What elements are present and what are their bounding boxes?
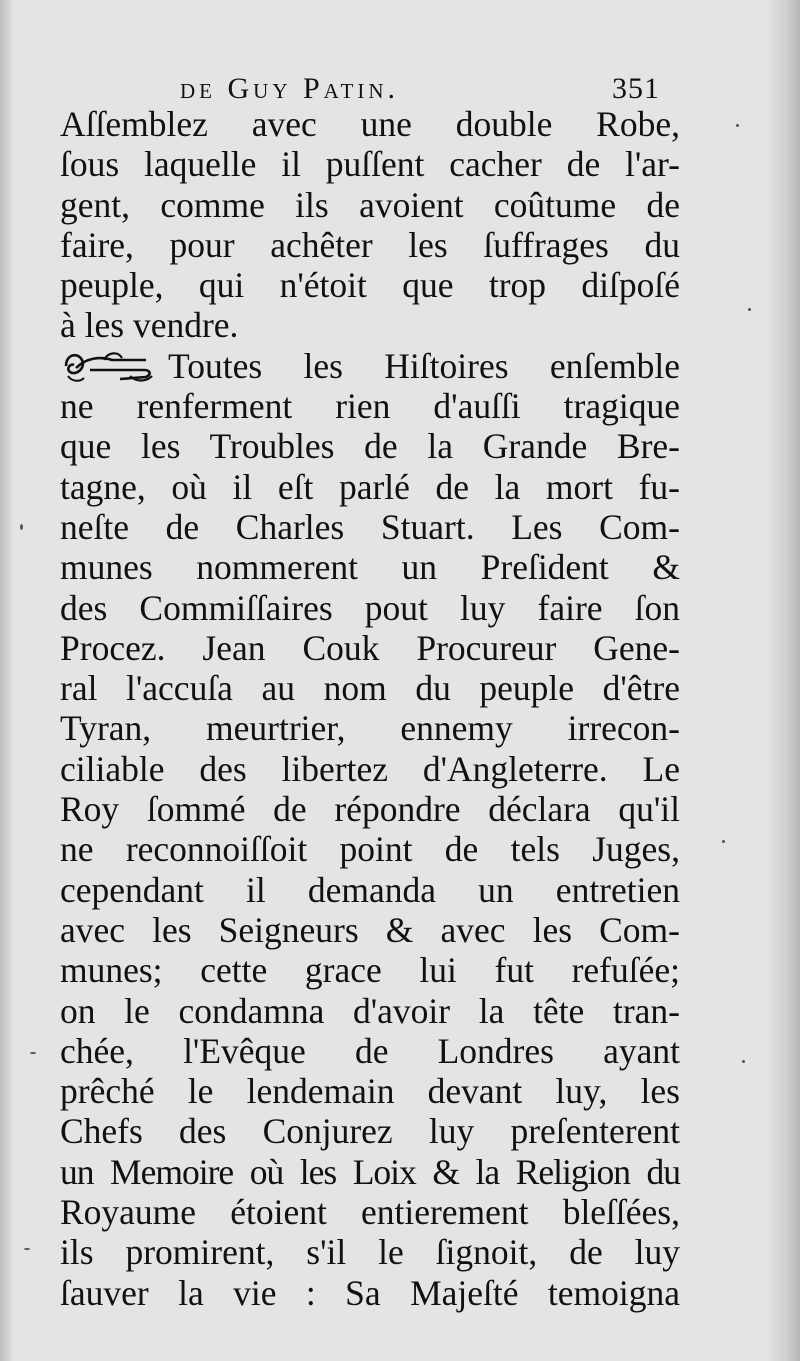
running-title: de Guy Patin. — [180, 72, 399, 105]
paragraph-opening-text: Toutes les Hiſtoires enſemble — [168, 345, 680, 386]
text-line: Roy ſommé de répondre déclara qu'il — [60, 789, 680, 830]
text-line: prêché le lendemain devant luy, les — [60, 1071, 680, 1112]
ink-speck — [736, 124, 739, 127]
text-line: faire, pour achêter les ſuffrages du — [60, 224, 680, 265]
text-line: neſte de Charles Stuart. Les Com- — [60, 506, 680, 547]
text-line: des Commiſſaires pout luy faire ſon — [60, 587, 680, 628]
page-edge-shadow — [766, 0, 800, 1361]
body-text — [60, 104, 680, 1313]
text-line: cependant il demanda un entretien — [60, 869, 680, 910]
text-line: un Memoire où les Loix & la Religion du — [60, 1151, 680, 1192]
page-number: 351 — [612, 72, 660, 105]
text-line: ral l'accuſa au nom du peuple d'être — [60, 668, 680, 709]
text-line: ſous laquelle il puſſent cacher de l'ar- — [60, 144, 680, 185]
text-line: que les Troubles de la Grande Bre- — [60, 426, 680, 467]
text-line: ſauver la vie : Sa Majeſté temoigna — [60, 1272, 680, 1313]
text-line: ne reconnoiſſoit point de tels Juges, — [60, 829, 680, 870]
ink-speck — [20, 524, 23, 530]
page-gutter-shadow — [0, 0, 14, 1361]
text-line: munes; cette grace lui fut refuſée; — [60, 950, 680, 991]
text-line: Aſſemblez avec une double Robe, — [60, 104, 680, 144]
text-line: chée, l'Evêque de Londres ayant — [60, 1030, 680, 1071]
ink-speck — [722, 840, 725, 843]
text-line: Procez. Jean Couk Procureur Gene- — [60, 627, 680, 668]
text-line: ciliable des libertez d'Angleterre. Le — [60, 748, 680, 789]
text-line: Royaume étoient entierement bleſſées, — [60, 1192, 680, 1233]
text-line: ils promirent, s'il le ſignoit, de luy — [60, 1232, 680, 1273]
ink-speck — [30, 1052, 36, 1054]
text-line: on le condamna d'avoir la tête tran- — [60, 990, 680, 1031]
text-line: avec les Seigneurs & avec les Com- — [60, 909, 680, 950]
paragraph-start-line — [60, 346, 680, 386]
text-line: Chefs des Conjurez luy preſenterent — [60, 1111, 680, 1152]
text-line: Tyran, meurtrier, ennemy irrecon- — [60, 708, 680, 749]
ink-speck — [24, 1248, 30, 1250]
ink-speck — [742, 1060, 745, 1063]
text-line: munes nommerent un Preſident & — [60, 547, 680, 588]
text-line: tagne, où il eſt parlé de la mort fu- — [60, 466, 680, 507]
text-line-paragraph-end: à les vendre. — [60, 305, 239, 346]
printers-fleuron-icon — [60, 346, 156, 386]
ink-speck — [748, 308, 751, 311]
text-line: peuple, qui n'étoit que trop diſpoſé — [60, 265, 680, 306]
text-line: gent, comme ils avoient coûtume de — [60, 184, 680, 225]
text-line: ne renferment rien d'auſſi tragique — [60, 386, 680, 427]
